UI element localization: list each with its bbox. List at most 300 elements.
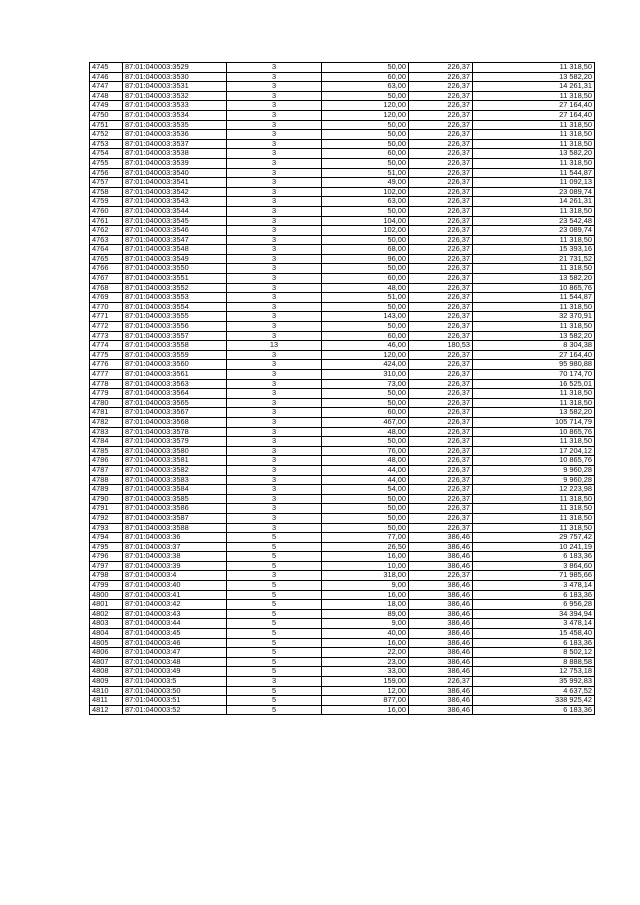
category-cell: 3 (227, 360, 322, 370)
row-number-cell: 4759 (90, 197, 123, 207)
category-cell: 3 (227, 456, 322, 466)
rate-cell: 226,37 (409, 139, 473, 149)
category-cell: 5 (227, 619, 322, 629)
row-number-cell: 4780 (90, 398, 123, 408)
value-cell: 11 318,50 (473, 398, 595, 408)
value-cell: 8 502,12 (473, 648, 595, 658)
category-cell: 3 (227, 571, 322, 581)
table-row (90, 63, 595, 73)
rate-cell: 226,37 (409, 322, 473, 332)
category-cell: 5 (227, 581, 322, 591)
cadastral-number-cell: 87:01:040003:44 (123, 619, 227, 629)
area-cell: 159,00 (322, 677, 409, 687)
rate-cell: 226,37 (409, 302, 473, 312)
area-cell: 68,00 (322, 245, 409, 255)
cadastral-number-cell: 87:01:040003:3581 (123, 456, 227, 466)
area-cell: 60,00 (322, 408, 409, 418)
value-cell: 32 370,91 (473, 312, 595, 322)
row-number-cell: 4762 (90, 226, 123, 236)
value-cell: 10 241,19 (473, 542, 595, 552)
cadastral-number-cell: 87:01:040003:36 (123, 533, 227, 543)
area-cell: 143,00 (322, 312, 409, 322)
area-cell: 50,00 (322, 523, 409, 533)
value-cell: 6 183,36 (473, 590, 595, 600)
cadastral-number-cell: 87:01:040003:3537 (123, 139, 227, 149)
cadastral-number-cell: 87:01:040003:3534 (123, 110, 227, 120)
table-row (90, 370, 595, 380)
table-row (90, 446, 595, 456)
area-cell: 26,50 (322, 542, 409, 552)
rate-cell: 386,46 (409, 542, 473, 552)
value-cell: 10 865,76 (473, 427, 595, 437)
row-number-cell: 4774 (90, 341, 123, 351)
cadastral-number-cell: 87:01:040003:50 (123, 686, 227, 696)
value-cell: 11 318,50 (473, 513, 595, 523)
rate-cell: 226,37 (409, 485, 473, 495)
table-row (90, 168, 595, 178)
area-cell: 50,00 (322, 120, 409, 130)
cadastral-number-cell: 87:01:040003:3564 (123, 389, 227, 399)
row-number-cell: 4809 (90, 677, 123, 687)
category-cell: 3 (227, 379, 322, 389)
row-number-cell: 4772 (90, 322, 123, 332)
table-row (90, 226, 595, 236)
rate-cell: 226,37 (409, 379, 473, 389)
area-cell: 50,00 (322, 494, 409, 504)
category-cell: 5 (227, 609, 322, 619)
row-number-cell: 4750 (90, 110, 123, 120)
cadastral-number-cell: 87:01:040003:39 (123, 561, 227, 571)
row-number-cell: 4769 (90, 293, 123, 303)
rate-cell: 386,46 (409, 552, 473, 562)
table-row (90, 197, 595, 207)
cadastral-number-cell: 87:01:040003:3587 (123, 513, 227, 523)
value-cell: 11 318,50 (473, 235, 595, 245)
rate-cell: 226,37 (409, 427, 473, 437)
row-number-cell: 4767 (90, 274, 123, 284)
rate-cell: 226,37 (409, 274, 473, 284)
row-number-cell: 4775 (90, 350, 123, 360)
row-number-cell: 4776 (90, 360, 123, 370)
row-number-cell: 4795 (90, 542, 123, 552)
table-row (90, 110, 595, 120)
value-cell: 29 757,42 (473, 533, 595, 543)
row-number-cell: 4781 (90, 408, 123, 418)
area-cell: 51,00 (322, 168, 409, 178)
row-number-cell: 4771 (90, 312, 123, 322)
table-row (90, 581, 595, 591)
value-cell: 13 582,20 (473, 331, 595, 341)
rate-cell: 226,37 (409, 417, 473, 427)
rate-cell: 226,37 (409, 408, 473, 418)
area-cell: 9,00 (322, 581, 409, 591)
value-cell: 14 261,31 (473, 197, 595, 207)
value-cell: 9 960,28 (473, 465, 595, 475)
rate-cell: 386,46 (409, 667, 473, 677)
rate-cell: 226,37 (409, 226, 473, 236)
rate-cell: 226,37 (409, 513, 473, 523)
category-cell: 3 (227, 350, 322, 360)
cadastral-number-cell: 87:01:040003:3535 (123, 120, 227, 130)
area-cell: 120,00 (322, 110, 409, 120)
table-row (90, 609, 595, 619)
category-cell: 5 (227, 561, 322, 571)
rate-cell: 226,37 (409, 178, 473, 188)
category-cell: 3 (227, 398, 322, 408)
cadastral-number-cell: 87:01:040003:47 (123, 648, 227, 658)
table-row (90, 456, 595, 466)
row-number-cell: 4745 (90, 63, 123, 73)
category-cell: 3 (227, 216, 322, 226)
rate-cell: 226,37 (409, 523, 473, 533)
category-cell: 3 (227, 120, 322, 130)
category-cell: 3 (227, 63, 322, 73)
row-number-cell: 4763 (90, 235, 123, 245)
value-cell: 11 318,50 (473, 139, 595, 149)
value-cell: 12 223,98 (473, 485, 595, 495)
category-cell: 5 (227, 686, 322, 696)
category-cell: 3 (227, 101, 322, 111)
cadastral-value-table (89, 62, 595, 715)
value-cell: 6 183,36 (473, 638, 595, 648)
rate-cell: 226,37 (409, 465, 473, 475)
category-cell: 3 (227, 283, 322, 293)
category-cell: 3 (227, 254, 322, 264)
category-cell: 5 (227, 600, 322, 610)
category-cell: 3 (227, 513, 322, 523)
area-cell: 48,00 (322, 283, 409, 293)
row-number-cell: 4752 (90, 130, 123, 140)
cadastral-number-cell: 87:01:040003:3544 (123, 206, 227, 216)
category-cell: 3 (227, 110, 322, 120)
value-cell: 23 089,74 (473, 187, 595, 197)
cadastral-number-cell: 87:01:040003:3578 (123, 427, 227, 437)
area-cell: 49,00 (322, 178, 409, 188)
row-number-cell: 4790 (90, 494, 123, 504)
cadastral-number-cell: 87:01:040003:3583 (123, 475, 227, 485)
value-cell: 11 318,50 (473, 91, 595, 101)
row-number-cell: 4789 (90, 485, 123, 495)
table-row (90, 590, 595, 600)
cadastral-number-cell: 87:01:040003:5 (123, 677, 227, 687)
category-cell: 3 (227, 226, 322, 236)
category-cell: 3 (227, 245, 322, 255)
row-number-cell: 4777 (90, 370, 123, 380)
area-cell: 16,00 (322, 638, 409, 648)
rate-cell: 226,37 (409, 91, 473, 101)
rate-cell: 226,37 (409, 475, 473, 485)
row-number-cell: 4803 (90, 619, 123, 629)
table-row (90, 504, 595, 514)
rate-cell: 386,46 (409, 619, 473, 629)
rate-cell: 386,46 (409, 561, 473, 571)
category-cell: 5 (227, 667, 322, 677)
category-cell: 3 (227, 187, 322, 197)
table-row (90, 677, 595, 687)
cadastral-number-cell: 87:01:040003:41 (123, 590, 227, 600)
rate-cell: 226,37 (409, 130, 473, 140)
area-cell: 23,00 (322, 657, 409, 667)
row-number-cell: 4746 (90, 72, 123, 82)
value-cell: 34 394,94 (473, 609, 595, 619)
category-cell: 3 (227, 168, 322, 178)
area-cell: 467,00 (322, 417, 409, 427)
rate-cell: 226,37 (409, 283, 473, 293)
value-cell: 8 304,38 (473, 341, 595, 351)
table-row (90, 494, 595, 504)
rate-cell: 226,37 (409, 245, 473, 255)
cadastral-number-cell: 87:01:040003:3552 (123, 283, 227, 293)
table-row (90, 667, 595, 677)
table-row (90, 360, 595, 370)
table-row (90, 331, 595, 341)
cadastral-number-cell: 87:01:040003:3551 (123, 274, 227, 284)
value-cell: 3 864,60 (473, 561, 595, 571)
table-row (90, 571, 595, 581)
cadastral-number-cell: 87:01:040003:3547 (123, 235, 227, 245)
row-number-cell: 4800 (90, 590, 123, 600)
table-row (90, 638, 595, 648)
row-number-cell: 4793 (90, 523, 123, 533)
area-cell: 50,00 (322, 302, 409, 312)
cadastral-number-cell: 87:01:040003:4 (123, 571, 227, 581)
value-cell: 13 582,20 (473, 149, 595, 159)
category-cell: 5 (227, 657, 322, 667)
cadastral-number-cell: 87:01:040003:51 (123, 696, 227, 706)
category-cell: 5 (227, 648, 322, 658)
area-cell: 310,00 (322, 370, 409, 380)
cadastral-number-cell: 87:01:040003:3548 (123, 245, 227, 255)
row-number-cell: 4758 (90, 187, 123, 197)
table-row (90, 561, 595, 571)
area-cell: 102,00 (322, 187, 409, 197)
row-number-cell: 4806 (90, 648, 123, 658)
category-cell: 5 (227, 590, 322, 600)
cadastral-number-cell: 87:01:040003:3557 (123, 331, 227, 341)
cadastral-number-cell: 87:01:040003:3536 (123, 130, 227, 140)
table-row (90, 245, 595, 255)
cadastral-number-cell: 87:01:040003:46 (123, 638, 227, 648)
cadastral-number-cell: 87:01:040003:45 (123, 629, 227, 639)
rate-cell: 386,46 (409, 609, 473, 619)
rate-cell: 386,46 (409, 581, 473, 591)
row-number-cell: 4799 (90, 581, 123, 591)
rate-cell: 386,46 (409, 657, 473, 667)
table-row (90, 465, 595, 475)
category-cell: 3 (227, 274, 322, 284)
table-row (90, 82, 595, 92)
value-cell: 11 318,50 (473, 206, 595, 216)
row-number-cell: 4801 (90, 600, 123, 610)
area-cell: 50,00 (322, 130, 409, 140)
area-cell: 48,00 (322, 427, 409, 437)
rate-cell: 226,37 (409, 360, 473, 370)
value-cell: 11 318,50 (473, 504, 595, 514)
area-cell: 60,00 (322, 331, 409, 341)
table-row (90, 341, 595, 351)
category-cell: 5 (227, 705, 322, 715)
value-cell: 11 318,50 (473, 63, 595, 73)
value-cell: 11 318,50 (473, 120, 595, 130)
table-body (90, 63, 595, 715)
area-cell: 89,00 (322, 609, 409, 619)
area-cell: 104,00 (322, 216, 409, 226)
table-row (90, 533, 595, 543)
table-row (90, 322, 595, 332)
row-number-cell: 4779 (90, 389, 123, 399)
area-cell: 50,00 (322, 139, 409, 149)
row-number-cell: 4783 (90, 427, 123, 437)
value-cell: 11 318,50 (473, 322, 595, 332)
cadastral-number-cell: 87:01:040003:3579 (123, 437, 227, 447)
rate-cell: 386,46 (409, 705, 473, 715)
table-row (90, 408, 595, 418)
rate-cell: 226,37 (409, 446, 473, 456)
row-number-cell: 4794 (90, 533, 123, 543)
area-cell: 50,00 (322, 235, 409, 245)
value-cell: 23 542,48 (473, 216, 595, 226)
category-cell: 3 (227, 389, 322, 399)
value-cell: 16 525,01 (473, 379, 595, 389)
cadastral-number-cell: 87:01:040003:3568 (123, 417, 227, 427)
table-row (90, 398, 595, 408)
cadastral-number-cell: 87:01:040003:3531 (123, 82, 227, 92)
category-cell: 3 (227, 485, 322, 495)
table-row (90, 705, 595, 715)
table-row (90, 696, 595, 706)
area-cell: 16,00 (322, 705, 409, 715)
value-cell: 13 582,20 (473, 72, 595, 82)
category-cell: 3 (227, 322, 322, 332)
row-number-cell: 4778 (90, 379, 123, 389)
rate-cell: 226,37 (409, 235, 473, 245)
row-number-cell: 4768 (90, 283, 123, 293)
cadastral-number-cell: 87:01:040003:38 (123, 552, 227, 562)
table-row (90, 600, 595, 610)
table-row (90, 648, 595, 658)
table-row (90, 293, 595, 303)
row-number-cell: 4756 (90, 168, 123, 178)
rate-cell: 226,37 (409, 254, 473, 264)
table-row (90, 417, 595, 427)
area-cell: 60,00 (322, 274, 409, 284)
area-cell: 50,00 (322, 389, 409, 399)
rate-cell: 386,46 (409, 696, 473, 706)
cadastral-number-cell: 87:01:040003:3543 (123, 197, 227, 207)
category-cell: 3 (227, 494, 322, 504)
table-row (90, 389, 595, 399)
category-cell: 3 (227, 178, 322, 188)
category-cell: 3 (227, 427, 322, 437)
value-cell: 11 092,13 (473, 178, 595, 188)
row-number-cell: 4761 (90, 216, 123, 226)
area-cell: 50,00 (322, 504, 409, 514)
value-cell: 6 183,36 (473, 705, 595, 715)
category-cell: 3 (227, 370, 322, 380)
cadastral-number-cell: 87:01:040003:3533 (123, 101, 227, 111)
cadastral-number-cell: 87:01:040003:48 (123, 657, 227, 667)
rate-cell: 226,37 (409, 158, 473, 168)
area-cell: 54,00 (322, 485, 409, 495)
rate-cell: 226,37 (409, 677, 473, 687)
cadastral-number-cell: 87:01:040003:43 (123, 609, 227, 619)
row-number-cell: 4788 (90, 475, 123, 485)
rate-cell: 386,46 (409, 629, 473, 639)
rate-cell: 226,37 (409, 216, 473, 226)
cadastral-number-cell: 87:01:040003:3563 (123, 379, 227, 389)
cadastral-number-cell: 87:01:040003:3545 (123, 216, 227, 226)
table-row (90, 523, 595, 533)
area-cell: 120,00 (322, 101, 409, 111)
value-cell: 11 318,50 (473, 494, 595, 504)
category-cell: 3 (227, 437, 322, 447)
area-cell: 76,00 (322, 446, 409, 456)
row-number-cell: 4796 (90, 552, 123, 562)
row-number-cell: 4773 (90, 331, 123, 341)
rate-cell: 226,37 (409, 72, 473, 82)
area-cell: 50,00 (322, 206, 409, 216)
category-cell: 3 (227, 417, 322, 427)
value-cell: 9 960,28 (473, 475, 595, 485)
row-number-cell: 4792 (90, 513, 123, 523)
area-cell: 77,00 (322, 533, 409, 543)
category-cell: 3 (227, 475, 322, 485)
value-cell: 27 164,40 (473, 101, 595, 111)
cadastral-number-cell: 87:01:040003:42 (123, 600, 227, 610)
category-cell: 3 (227, 677, 322, 687)
category-cell: 3 (227, 149, 322, 159)
row-number-cell: 4751 (90, 120, 123, 130)
rate-cell: 386,46 (409, 638, 473, 648)
row-number-cell: 4786 (90, 456, 123, 466)
value-cell: 70 174,70 (473, 370, 595, 380)
table-row (90, 437, 595, 447)
area-cell: 46,00 (322, 341, 409, 351)
category-cell: 5 (227, 629, 322, 639)
category-cell: 5 (227, 542, 322, 552)
category-cell: 3 (227, 158, 322, 168)
row-number-cell: 4802 (90, 609, 123, 619)
value-cell: 13 582,20 (473, 274, 595, 284)
table-row (90, 139, 595, 149)
value-cell: 6 183,36 (473, 552, 595, 562)
table-row (90, 686, 595, 696)
row-number-cell: 4760 (90, 206, 123, 216)
row-number-cell: 4757 (90, 178, 123, 188)
value-cell: 338 925,42 (473, 696, 595, 706)
category-cell: 3 (227, 302, 322, 312)
row-number-cell: 4770 (90, 302, 123, 312)
rate-cell: 226,37 (409, 494, 473, 504)
cadastral-number-cell: 87:01:040003:3542 (123, 187, 227, 197)
table-row (90, 619, 595, 629)
category-cell: 5 (227, 533, 322, 543)
value-cell: 21 731,52 (473, 254, 595, 264)
value-cell: 11 318,50 (473, 130, 595, 140)
cadastral-number-cell: 87:01:040003:3565 (123, 398, 227, 408)
row-number-cell: 4755 (90, 158, 123, 168)
area-cell: 877,00 (322, 696, 409, 706)
row-number-cell: 4808 (90, 667, 123, 677)
category-cell: 13 (227, 341, 322, 351)
area-cell: 16,00 (322, 590, 409, 600)
area-cell: 63,00 (322, 197, 409, 207)
row-number-cell: 4804 (90, 629, 123, 639)
category-cell: 3 (227, 312, 322, 322)
table-row (90, 149, 595, 159)
category-cell: 3 (227, 139, 322, 149)
rate-cell: 226,37 (409, 350, 473, 360)
